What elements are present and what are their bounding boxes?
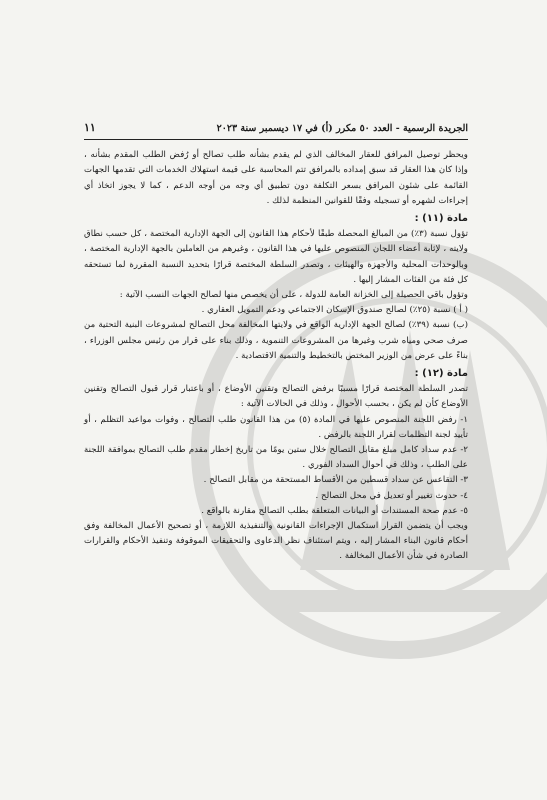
article-11-item-b: (ب) نسبة (٣٩٪) لصالح الجهة الإدارية الواقع في ولايتها المخالفة محل التصالح لمشروعات البنية التحتية من صرف صحي ومياه شرب وغيرها من المشروعات التنموية ، وذلك بناء على قرار من رئيس مجلس الوزراء ، بناءً على عرض من الوزير المختص بالتخطيط والتنمية الاقتصادية . (84, 320, 468, 361)
article-12-paragraph-1: تصدر السلطة المختصة قرارًا مسببًا برفض التصالح وتقنين الأوضاع ، أو باعتبار قرار قبول التصالح وتقنين الأوضاع كأن لم يكن ، بحسب الأحوال ، وذلك في الحالات الآتية : (84, 384, 468, 410)
article-12-paragraph-2: ويجب أن يتضمن القرار استكمال الإجراءات القانونية والتنفيذية اللازمة ، أو تصحيح الأعمال المخالفة وفق أحكام قانون البناء المشار إليه ، ويتم استئناف نظر الدعاوى والتحقيقات الموقوفة وتنفيذ الأحكام والقرارات الصادرة في شأن الأعمال المخالفة . (84, 521, 468, 562)
article-12-item: ٣- التقاعس عن سداد قسطين من الأقساط المستحقة من مقابل التصالح . (203, 475, 468, 486)
intro-paragraph: ويحظر توصيل المرافق للعقار المخالف الذي لم يقدم بشأنه طلب تصالح أو رُفض الطلب المقدم بشأنه ، وإذا كان هذا العقار قد سبق إمداده بالمرافق تتم المحاسبة على قيمة استهلاك الخدمات التي تقدمها الجهات القائمة على شئون المرافق بسعر التكلفة دون تطبيق أي وجه من أوجه الدعم ، كما لا يجوز اتخاذ أي إجراءات لشهره أو تسجيله وفقًا للقوانين المنظمة لذلك . (84, 150, 468, 206)
page-header (84, 120, 468, 140)
article-12-item: ٢- عدم سداد كامل مبلغ مقابل التصالح خلال ستين يومًا من تاريخ إخطار مقدم طلب التصالح بموافقة اللجنة على الطلب ، وذلك في أحوال السداد الفوري . (84, 445, 468, 471)
article-12-item: ٤- حدوث تغيير أو تعديل في محل التصالح . (315, 490, 468, 501)
header-title: الجريدة الرسمية - العدد ٥٠ مكرر (أ) في ١٧ ديسمبر سنة ٢٠٢٣ (216, 123, 468, 134)
article-11-paragraph-2: وتؤول باقي الحصيلة إلى الخزانة العامة للدولة ، على أن يخصص منها لصالح الجهات النسب الآتية : (119, 290, 468, 301)
article-12-item: ١- رفض اللجنة المنصوص عليها في المادة (٥) من هذا القانون طلب التصالح ، وفوات مواعيد التظلم ، أو تأييد لجنة التظلمات لقرار اللجنة بالرفض . (84, 414, 468, 440)
article-11-item-a: ( أ ) نسبة (٢٥٪) لصالح صندوق الإسكان الاجتماعي ودعم التمويل العقاري . (201, 305, 468, 316)
article-12-item: ٥- عدم صحة المستندات أو البيانات المتعلقة بطلب التصالح مقارنة بالواقع . (201, 505, 468, 516)
page-number: ١١ (84, 121, 96, 134)
article-12-title: مادة (١٢) : (414, 368, 468, 380)
article-11-title: مادة (١١) : (414, 213, 468, 225)
document-body (84, 120, 468, 565)
article-11-paragraph-1: تؤول نسبة (٣٪) من المبالغ المحصلة طبقًا لأحكام هذا القانون إلى الجهة الإدارية المختصة ، كل حسب نطاق ولايته ، لإثابة أعضاء اللجان المنصوص عليها في هذا القانون ، وغيرهم من العاملين بالجهة الإدارية المختصة ، وبالوحدات المحلية والأجهزة والهيئات ، وتصدر السلطة المختصة قرارًا بتحديد النسبة المقررة لما تستحقه كل فئة من الفئات المشار إليها . (84, 229, 468, 285)
